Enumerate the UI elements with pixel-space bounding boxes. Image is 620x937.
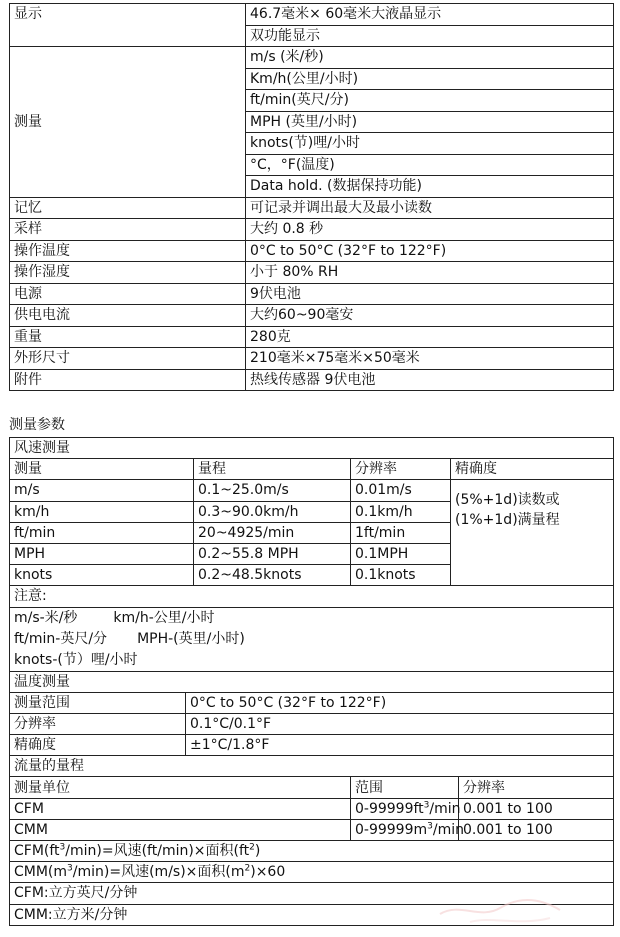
- note-mph: MPH-(英里/小时): [137, 630, 245, 647]
- flow-formula-cfm-row: [10, 841, 614, 862]
- formula-text: CFM(ft: [14, 843, 60, 860]
- temp-value: ±1°C/1.8°F: [186, 735, 614, 756]
- wind-unit: km/h: [10, 501, 194, 522]
- spec-label: 记忆: [10, 197, 246, 219]
- spec-value-measure: MPH (英里/小时): [246, 111, 614, 133]
- flow-header-resolution: 分辨率: [459, 777, 614, 798]
- spec-value: 210毫米×75毫米×50毫米: [246, 348, 614, 370]
- spec-label: 采样: [10, 219, 246, 241]
- temp-label: 分辨率: [10, 713, 186, 734]
- formula-text: ): [254, 843, 261, 860]
- spec-label: 供电电流: [10, 305, 246, 327]
- notes-line-1: [14, 608, 609, 629]
- flow-row-cmm: [10, 819, 614, 840]
- wind-range: 0.2~48.5knots: [194, 565, 351, 586]
- flow-title-row: [10, 756, 614, 777]
- spec-label: 电源: [10, 283, 246, 305]
- spec-row-sampling: [10, 219, 614, 241]
- flow-range-text: /min: [429, 800, 461, 817]
- spec-value: 9伏电池: [246, 283, 614, 305]
- formula-sup: 2: [244, 863, 251, 874]
- flow-range-text: 0-99999ft: [355, 800, 424, 817]
- spec-label: 重量: [10, 326, 246, 348]
- spec-row-weight: [10, 326, 614, 348]
- flow-header-row: [10, 777, 614, 798]
- params-table: [9, 437, 614, 926]
- formula-sup: 3: [59, 842, 66, 853]
- wind-range: 20~4925/min: [194, 522, 351, 543]
- temp-label: 测量范围: [10, 692, 186, 713]
- flow-def-cfm: CFM:立方英尺/分钟: [10, 883, 614, 904]
- spec-value-measure: °C，°F(温度): [246, 154, 614, 176]
- wind-header-unit: 测量: [10, 459, 194, 480]
- notes-title-row: [10, 586, 614, 607]
- wind-title-row: [10, 438, 614, 459]
- flow-header-range: 范围: [351, 777, 459, 798]
- spec-value-display-1: 46.7毫米× 60毫米大液晶显示: [246, 4, 614, 26]
- wind-range: 0.1~25.0m/s: [194, 480, 351, 501]
- notes-title: 注意:: [10, 586, 614, 607]
- wind-unit: ft/min: [10, 522, 194, 543]
- flow-def-cmm-row: [10, 904, 614, 925]
- spec-row-memory: [10, 197, 614, 219]
- spec-label: 操作温度: [10, 240, 246, 262]
- wind-title: 风速测量: [10, 438, 614, 459]
- flow-formula-cfm: [10, 841, 614, 862]
- flow-range-text: /min: [432, 821, 464, 838]
- flow-range-text: 0-99999m: [355, 821, 428, 838]
- spec-value-measure: ft/min(英尺/分): [246, 90, 614, 112]
- temp-title-row: [10, 671, 614, 692]
- temp-title: 温度测量: [10, 671, 614, 692]
- wind-unit: m/s: [10, 480, 194, 501]
- notes-line-3: knots-(节）哩/小时: [14, 651, 138, 668]
- wind-unit: knots: [10, 565, 194, 586]
- spec-row-measure: [10, 47, 614, 69]
- spec-value: 大约 0.8 秒: [246, 219, 614, 241]
- spec-row-current: [10, 305, 614, 327]
- spec-label: 外形尺寸: [10, 348, 246, 370]
- spec-value: 小于 80% RH: [246, 262, 614, 284]
- spec-row-op-temp: [10, 240, 614, 262]
- spec-row-accessories: [10, 369, 614, 391]
- wind-unit: MPH: [10, 543, 194, 564]
- note-ms: m/s-米/秒: [14, 609, 78, 626]
- wind-accuracy-line-2: (1%+1d)满量程: [455, 512, 560, 529]
- flow-header-unit: 测量单位: [10, 777, 351, 798]
- temp-row: [10, 735, 614, 756]
- spec-row-op-humidity: [10, 262, 614, 284]
- spec-row-dimensions: [10, 348, 614, 370]
- spec-row-power: [10, 283, 614, 305]
- wind-resolution: 0.1knots: [351, 565, 451, 586]
- flow-formula-cmm-row: [10, 862, 614, 883]
- spec-value-measure: m/s (米/秒): [246, 47, 614, 69]
- flow-range-sup: 3: [427, 821, 433, 832]
- flow-formula-cmm: [10, 862, 614, 883]
- wind-header-resolution: 分辨率: [351, 459, 451, 480]
- spec-label-measure: 测量: [10, 47, 246, 198]
- temp-row: [10, 713, 614, 734]
- flow-unit: CMM: [10, 819, 351, 840]
- temp-value: 0.1°C/0.1°F: [186, 713, 614, 734]
- formula-text: )×60: [250, 864, 286, 881]
- flow-row-cfm: [10, 798, 614, 819]
- wind-range: 0.2~55.8 MPH: [194, 543, 351, 564]
- wind-range: 0.3~90.0km/h: [194, 501, 351, 522]
- spec-row-display: [10, 4, 614, 26]
- flow-title: 流量的量程: [10, 756, 614, 777]
- flow-range-sup: 3: [423, 800, 430, 811]
- spec-table: [9, 3, 614, 391]
- wind-header-row: [10, 459, 614, 480]
- wind-resolution: 0.1km/h: [351, 501, 451, 522]
- flow-range: [351, 798, 459, 819]
- formula-text: /min)=风速(ft/min)×面积(ft: [65, 843, 250, 860]
- formula-text: CMM(m: [14, 864, 68, 881]
- wind-header-accuracy: 精确度: [451, 459, 614, 480]
- spec-label: 操作湿度: [10, 262, 246, 284]
- spec-value-measure: Km/h(公里/小时): [246, 68, 614, 90]
- spec-value: 0°C to 50°C (32°F to 122°F): [246, 240, 614, 262]
- temp-label: 精确度: [10, 735, 186, 756]
- spec-value: 热线传感器 9伏电池: [246, 369, 614, 391]
- flow-def-cfm-row: [10, 883, 614, 904]
- wind-header-range: 量程: [194, 459, 351, 480]
- notes-row: [10, 607, 614, 671]
- wind-accuracy-line-1: (5%+1d)读数或: [455, 492, 560, 509]
- spec-value-display-2: 双功能显示: [246, 25, 614, 47]
- spec-value-measure: knots(节)哩/小时: [246, 133, 614, 155]
- temp-row: [10, 692, 614, 713]
- spec-value: 280克: [246, 326, 614, 348]
- wind-resolution: 0.01m/s: [351, 480, 451, 501]
- flow-resolution: 0.001 to 100: [459, 798, 614, 819]
- spec-value: 可记录并调出最大及最小读数: [246, 197, 614, 219]
- formula-text: /min)=风速(m/s)×面积(m: [72, 864, 245, 881]
- spec-value: 大约60~90毫安: [246, 305, 614, 327]
- spec-label: 附件: [10, 369, 246, 391]
- spec-label-display: 显示: [10, 4, 246, 47]
- formula-sup: 3: [67, 863, 73, 874]
- formula-sup: 2: [249, 842, 255, 853]
- flow-def-cmm: CMM:立方米/分钟: [10, 904, 614, 925]
- wind-resolution: 1ft/min: [351, 522, 451, 543]
- flow-resolution: 0.001 to 100: [459, 819, 614, 840]
- spec-value-measure: Data hold. (数据保持功能): [246, 176, 614, 198]
- note-ftmin: ft/min-英尺/分: [14, 630, 108, 647]
- notes-line-2: [14, 629, 609, 650]
- temp-value: 0°C to 50°C (32°F to 122°F): [186, 692, 614, 713]
- wind-resolution: 0.1MPH: [351, 543, 451, 564]
- flow-unit: CFM: [10, 798, 351, 819]
- params-caption: 测量参数: [9, 417, 65, 433]
- note-kmh: km/h-公里/小时: [113, 609, 215, 626]
- notes-body: [10, 607, 614, 671]
- wind-row: [10, 480, 614, 501]
- wind-accuracy: [451, 480, 614, 586]
- flow-range: [351, 819, 464, 840]
